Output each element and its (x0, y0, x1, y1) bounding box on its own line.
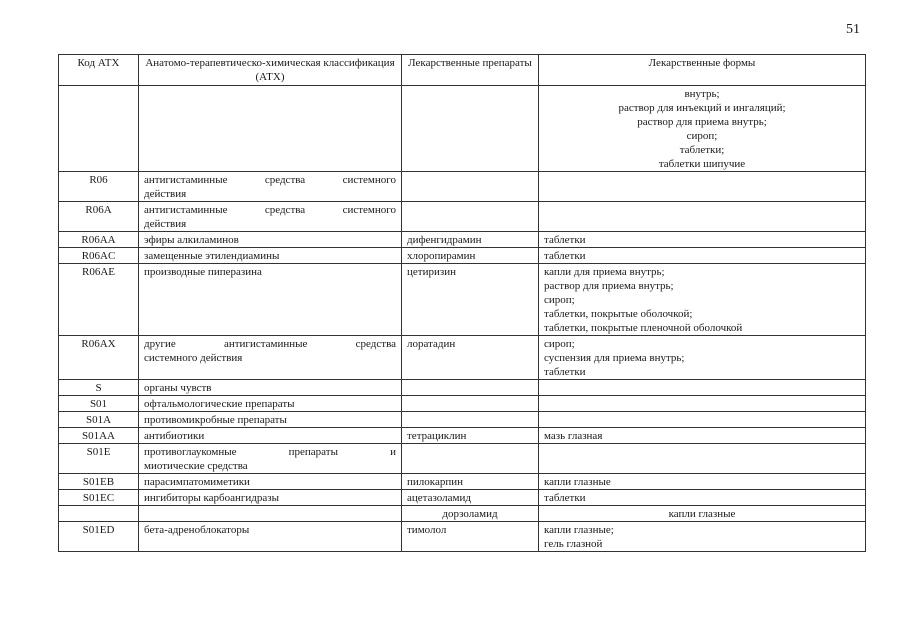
dosage-forms-cell (539, 474, 866, 490)
table-body (59, 86, 866, 552)
dosage-form-line: таблетки; (679, 144, 725, 156)
drug-name-cell (402, 202, 539, 232)
dosage-forms-cell (539, 336, 866, 380)
drug-name-cell (402, 412, 539, 428)
classification-line: ингибиторы карбоангидразы (144, 492, 279, 504)
dosage-form-line: раствор для приема внутрь; (544, 280, 674, 292)
atx-code-cell (59, 506, 139, 522)
dosage-forms-cell (539, 506, 866, 522)
dosage-forms-cell (539, 522, 866, 552)
atx-code-cell: R06A (59, 202, 139, 232)
dosage-form-line: капли глазные (544, 476, 611, 488)
atx-classification-cell (139, 444, 402, 474)
table-row (59, 264, 866, 336)
dosage-forms-cell (539, 412, 866, 428)
classification-line: противоглаукомные препараты и (144, 446, 396, 458)
dosage-forms-cell (539, 490, 866, 506)
table-row (59, 336, 866, 380)
dosage-forms-cell (539, 396, 866, 412)
atx-classification-cell (139, 248, 402, 264)
table-row (59, 506, 866, 522)
classification-line: противомикробные препараты (144, 414, 287, 426)
table-row (59, 172, 866, 202)
dosage-form-line: таблетки, покрытые оболочкой; (544, 308, 693, 320)
table-row (59, 86, 866, 172)
classification-line: замещенные этилендиамины (144, 250, 280, 262)
atx-code-cell: S01AA (59, 428, 139, 444)
atx-code-cell: R06AX (59, 336, 139, 380)
dosage-form-line: таблетки (544, 366, 586, 378)
atx-classification-cell (139, 202, 402, 232)
classification-line: действия (144, 218, 187, 230)
atx-code-cell: S01 (59, 396, 139, 412)
header-class: Анатомо-терапевтическо-химическая классификация (АТХ) (139, 55, 402, 86)
table-row (59, 428, 866, 444)
classification-line: производные пиперазина (144, 266, 262, 278)
classification-line: офтальмологические препараты (144, 398, 295, 410)
atx-code-cell: S01E (59, 444, 139, 474)
dosage-forms-cell (539, 232, 866, 248)
table-row (59, 380, 866, 396)
header-code: Код АТХ (59, 55, 139, 86)
dosage-form-line: раствор для приема внутрь; (637, 116, 767, 128)
dosage-form-line: таблетки шипучие (658, 158, 746, 170)
dosage-form-line: таблетки (544, 250, 586, 262)
dosage-form-line: сироп; (544, 294, 575, 306)
dosage-form-line: гель глазной (544, 538, 603, 550)
drug-name-cell: тимолол (402, 522, 539, 552)
atx-code-cell (59, 86, 139, 172)
drug-name-cell: пилокарпин (402, 474, 539, 490)
dosage-form-line: сироп; (686, 130, 718, 142)
table-row (59, 490, 866, 506)
dosage-forms-cell (539, 202, 866, 232)
dosage-form-line: таблетки (544, 492, 586, 504)
drug-name-cell: лоратадин (402, 336, 539, 380)
atx-classification-cell (139, 264, 402, 336)
dosage-forms-cell (539, 380, 866, 396)
dosage-form-line: суспензия для приема внутрь; (544, 352, 685, 364)
drug-name-cell: дорзоламид (402, 506, 539, 522)
dosage-form-line: мазь глазная (544, 430, 603, 442)
drug-name-cell (402, 444, 539, 474)
atx-classification-cell (139, 172, 402, 202)
atx-code-cell: S01ED (59, 522, 139, 552)
dosage-form-line: внутрь; (684, 88, 720, 100)
dosage-form-line: капли глазные (668, 508, 736, 520)
atx-classification-cell (139, 336, 402, 380)
dosage-forms-cell (539, 444, 866, 474)
atx-classification-cell (139, 522, 402, 552)
drug-name-cell (402, 86, 539, 172)
drug-name-cell (402, 172, 539, 202)
dosage-forms-cell (539, 248, 866, 264)
table-row (59, 522, 866, 552)
drug-name-cell (402, 396, 539, 412)
atx-code-cell: S01A (59, 412, 139, 428)
drug-name-cell: ацетазоламид (402, 490, 539, 506)
drug-name-cell: хлоропирамин (402, 248, 539, 264)
classification-line: парасимпатомиметики (144, 476, 250, 488)
classification-line: бета-адреноблокаторы (144, 524, 250, 536)
dosage-form-line: раствор для инъекций и ингаляций; (618, 102, 786, 114)
atx-classification-cell (139, 506, 402, 522)
dosage-form-line: таблетки, покрытые пленочной оболочкой (544, 322, 743, 334)
dosage-forms-cell (539, 86, 866, 172)
table-row (59, 248, 866, 264)
atx-code-cell: S (59, 380, 139, 396)
table-row (59, 396, 866, 412)
page-number: 51 (846, 22, 860, 37)
table-row (59, 202, 866, 232)
atx-classification-cell (139, 86, 402, 172)
table-row (59, 412, 866, 428)
dosage-forms-cell (539, 428, 866, 444)
dosage-form-line: капли для приема внутрь; (544, 266, 665, 278)
classification-line: миотические средства (144, 460, 248, 472)
table-row (59, 444, 866, 474)
dosage-form-line: таблетки (544, 234, 586, 246)
drug-name-cell: тетрациклин (402, 428, 539, 444)
classification-line: органы чувств (144, 382, 212, 394)
drug-name-cell: цетиризин (402, 264, 539, 336)
classification-line: действия (144, 188, 187, 200)
classification-line: антигистаминные средства системного (144, 174, 396, 186)
atx-code-cell: R06AA (59, 232, 139, 248)
dosage-forms-cell (539, 172, 866, 202)
atx-table (58, 54, 866, 552)
dosage-form-line: сироп; (544, 338, 575, 350)
classification-line: эфиры алкиламинов (144, 234, 239, 246)
atx-classification-cell (139, 232, 402, 248)
dosage-forms-cell (539, 264, 866, 336)
atx-classification-cell (139, 412, 402, 428)
atx-code-cell: R06 (59, 172, 139, 202)
classification-line: системного действия (144, 352, 243, 364)
classification-line: другие антигистаминные средства (144, 338, 396, 350)
atx-classification-cell (139, 380, 402, 396)
drug-name-cell: дифенгидрамин (402, 232, 539, 248)
header-drugs: Лекарственные препараты (402, 55, 539, 86)
atx-code-cell: S01EC (59, 490, 139, 506)
atx-classification-cell (139, 396, 402, 412)
classification-line: антибиотики (144, 430, 205, 442)
atx-code-cell: S01EB (59, 474, 139, 490)
atx-classification-cell (139, 490, 402, 506)
classification-line: антигистаминные средства системного (144, 204, 396, 216)
table-row (59, 474, 866, 490)
drug-name-cell (402, 380, 539, 396)
atx-classification-cell (139, 474, 402, 490)
table-header-row (59, 55, 866, 86)
table-row (59, 232, 866, 248)
header-forms: Лекарственные формы (539, 55, 866, 86)
atx-classification-cell (139, 428, 402, 444)
atx-code-cell: R06AE (59, 264, 139, 336)
atx-code-cell: R06AC (59, 248, 139, 264)
dosage-form-line: капли глазные; (544, 524, 614, 536)
